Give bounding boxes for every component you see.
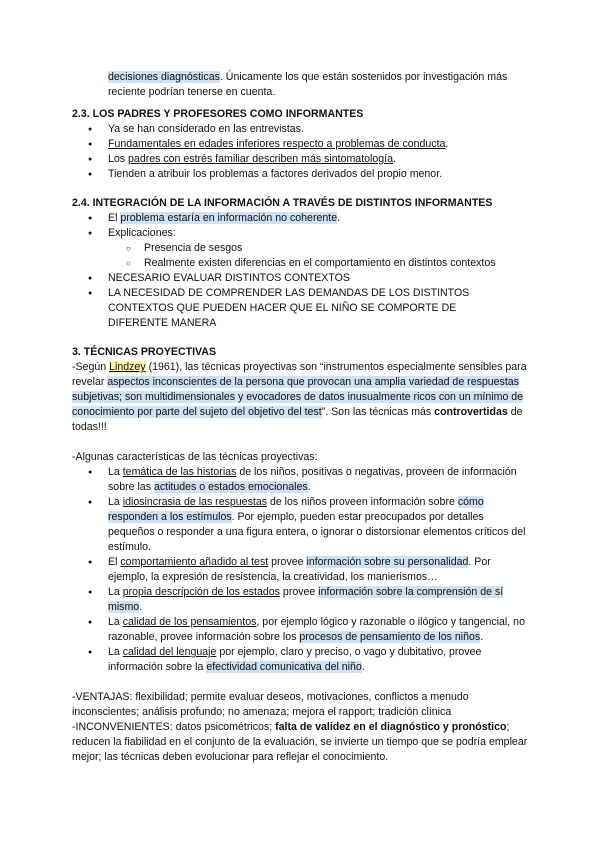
text: El [108,556,121,568]
underlined-text: calidad de los pensamientos [122,616,257,628]
highlight-text: problema estaría en información no coherente [120,212,338,224]
bold-text: falta de validez en el diagnóstico y pronóstico [275,721,507,733]
text: . Únicamente los que están sostenidos por investigación más reciente podrían tenerse en cuenta. [108,71,508,98]
sub-list-item [72,241,532,256]
highlight-text: decisiones diagnósticas [108,71,220,83]
list-item [72,585,526,615]
text: de los niños, positivas o negativas, proveen de información sobre las [108,466,517,493]
section-2-4-heading: 2.4. INTEGRACIÓN DE LA INFORMACIÓN A TRAVÉS DE DISTINTOS INFORMANTES [72,197,493,209]
text: La [108,586,123,598]
text: . [393,153,396,165]
highlight-text: efectividad comunicativa del niño [206,661,362,673]
underlined-text: idiosincrasia de las respuestas [122,496,268,508]
text: . [337,212,341,224]
list-item [72,271,532,286]
text: . Por ejemplo, la expresión de resistencia, la creatividad, los manierismos… [108,556,491,583]
text: La [108,496,123,508]
text: , por ejemplo lógico y razonable o ilógico y tangencial, no razonable, provee información sobre los [108,616,525,643]
text: El [108,212,121,224]
underlined-text: calidad del lenguaje [122,646,217,658]
underlined-text: Fundamentales en edades inferiores respecto a problemas de conducta [108,138,446,150]
lindzey-paragraph [72,360,532,435]
text: . [139,601,143,613]
underlined-text: padres con estrés familiar describen más sintomatología [128,153,393,165]
underlined-text: temática de las historias [122,466,237,478]
list-item [72,465,526,495]
text: La [108,616,123,628]
text: La [108,646,123,658]
underlined-text: comportamiento añadido al test [120,556,269,568]
section-3-heading: 3. TÉCNICAS PROYECTIVAS [72,346,217,358]
highlight-text: procesos de pensamiento de los niños [299,631,481,643]
text: (1961), las técnicas proyectivas son “instrumentos especialmente sensibles para revelar [72,361,527,388]
text: Explicaciones: [108,227,176,239]
author-name-highlight: Lindzey [109,361,146,373]
text: Realmente existen diferencias en el comportamiento en distintos contextos [144,257,496,269]
sub-list [72,241,532,271]
text: provee [268,556,307,568]
ventajas-paragraph: -VENTAJAS: flexibilidad; permite evaluar deseos, motivaciones, conflictos a menudo inconscientes; análisis profundo; no amenaza; mejora el rapport; tradición clínica [72,691,469,718]
highlight-text: información sobre su personalidad [306,556,469,568]
highlight-text: actitudes o estados emocionales [153,481,308,493]
document-page [72,70,532,765]
text: -INCONVENIENTES: datos psicométricos; [72,721,276,733]
section-2-4-list [72,211,532,331]
list-item [72,152,532,167]
text: . [480,631,484,643]
list-item [72,211,532,226]
text: La [108,466,123,478]
text: Tienden a atribuir los problemas a factores derivados del propio menor. [108,168,443,180]
text: Los [108,153,129,165]
list-item [72,286,532,331]
list-item [72,555,526,585]
highlight-text: aspectos inconscientes de la persona que provocan una amplia variedad de respuestas subjetivas; son multidimensionales y evocadores de datos inusualmente ricos con un mínimo de conocimiento por parte del sujeto del objetivo del test [72,376,524,418]
intro-paragraph [72,70,532,100]
text: ; reducen la fiabilidad en el conjunto de la evaluación, se invierte un tiempo que se podría emplear mejor; las técnicas deben evolucionar para reflejar el conocimiento. [72,721,528,763]
text: . [307,481,311,493]
text: por ejemplo, claro y preciso, o vago y dubitativo, provee información sobre la [108,646,482,673]
text: Ya se han considerado en las entrevistas. [108,123,304,135]
inconvenientes-paragraph [72,720,532,765]
text: . Por ejemplo, pueden estar preocupados por detalles pequeños o responder a una figura entera, o ignorar o distorsionar elementos críticos del estímulo. [108,511,526,553]
section-2-3-list [72,122,532,182]
list-item [72,167,532,182]
text: . [361,661,365,673]
characteristics-list [72,465,532,675]
sub-list-item [72,256,532,271]
list-item [72,226,532,271]
bold-text: controvertidas [434,406,508,418]
text: provee [279,586,319,598]
list-item [72,495,526,555]
text: -Según [72,361,110,373]
list-item [72,615,526,645]
highlight-text: información sobre la comprensión de sí mismo [108,586,504,613]
text: . [445,138,449,150]
list-item [72,645,526,675]
text: de todas!!! [72,406,523,433]
highlight-text: cómo responden a los estímulos [108,496,484,523]
list-item [72,137,532,152]
text: LA NECESIDAD DE COMPRENDER LAS DEMANDAS DE LOS DISTINTOS CONTEXTOS QUE PUEDEN HACER QUE EL NIÑO SE COMPORTE DE DIFERENTE MANERA [108,287,470,329]
text: NECESARIO EVALUAR DISTINTOS CONTEXTOS [108,272,350,284]
section-2-3-heading: 2.3. LOS PADRES Y PROFESORES COMO INFORMANTES [72,108,364,120]
text: Presencia de sesgos [144,242,243,254]
text: ”. Son las técnicas más [321,406,435,418]
underlined-text: propia descripción de los estados [122,586,280,598]
list-item [72,122,532,137]
characteristics-intro: -Algunas características de las técnicas proyectivas: [72,451,318,463]
text: de los niños proveen información sobre [267,496,458,508]
